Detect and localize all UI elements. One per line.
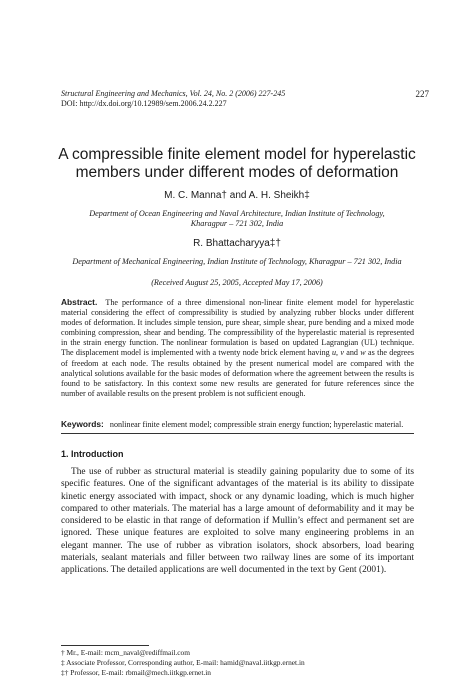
variable-v: v <box>340 348 344 358</box>
affiliation-mechanical-engineering: Department of Mechanical Engineering, Indian Institute of Technology, Kharagpur – 721 302, India <box>72 257 402 266</box>
keywords-text: nonlinear finite element model; compressible strain energy function; hyperelastic material. <box>109 420 404 429</box>
paper-title <box>40 146 434 182</box>
doi-link[interactable]: DOI: http://dx.doi.org/10.12989/sem.2006.24.2.227 <box>61 99 227 108</box>
footnote-item: † Mr., E-mail: mcm_naval@rediffmail.com <box>61 648 190 657</box>
abstract-comma: , <box>336 348 341 358</box>
variable-u: u <box>331 348 337 358</box>
section-heading: 1. Introduction <box>61 449 124 459</box>
authors-primary: M. C. Manna† and A. H. Sheikh‡ <box>164 190 310 201</box>
title-line-1: A compressible finite element model for hyperelastic <box>58 146 416 163</box>
abstract-text-2: as the degrees of freedom at each node. The results obtained by the present numerical model are compared with the analytical solutions available for the basic modes of deformation where the agreement between the results is found to be satisfactory. In this context some new results are generated for future references since the number of available results on the present problem is not sufficient enough. <box>61 348 414 398</box>
received-dates: (Received August 25, 2005, Accepted May 17, 2006) <box>151 278 323 287</box>
title-line-2: members under different modes of deformation <box>75 164 399 181</box>
keywords-line <box>61 419 414 429</box>
variable-w: w <box>360 348 366 358</box>
abstract-block <box>61 297 414 399</box>
keywords-label: Keywords: <box>61 419 104 429</box>
footnotes <box>61 648 305 677</box>
affiliation-line-2: Kharagpur – 721 302, India <box>190 219 284 228</box>
introduction-paragraph: The use of rubber as structural material is steadily gaining popularity due to some of its specific features. One of the significant advantages of the material is its ability to dissipate kinetic energy associated with impact, shock or any dynamic loading, which is much higher compared to other materials. The material has a large amount of deformability and it may be considered to be elastic in that range of deformation if Mullin’s effect and permanent set are ignored. These unique features are exploited to solve many engineering problems in an elegant manner. The use of rubber as vibration isolators, shock absorbers, load bearing materials, sealant materials and filler between two railway lines are some of its important applications. The detailed applications are well documented in the text by Gent (2001). <box>61 467 414 575</box>
footnote-item: ‡ Associate Professor, Corresponding author, E-mail: hamid@naval.iitkgp.ernet.in <box>61 657 305 667</box>
footnote-item: ‡† Professor, E-mail: rbmail@mech.iitkgp.ernet.in <box>61 667 211 677</box>
abstract-label: Abstract. <box>61 297 98 307</box>
section-divider <box>61 433 414 434</box>
footnote-divider <box>61 645 149 646</box>
journal-citation: Structural Engineering and Mechanics, Vol. 24, No. 2 (2006) 227-245 <box>61 89 286 98</box>
abstract-text-1: The performance of a three dimensional non-linear finite element model for hyperelastic material considering the effect of compressibility is studied by analyzing rubber blocks under different modes of deformation. It includes simple tension, pure shear, simple shear, pure bending and a mixed mode combining compression, shear and bending. The compressibility of the hyperelastic material is represented in the strain energy function. The nonlinear formulation is based on updated Lagrangian (UL) technique. The displacement model is implemented with a twenty node brick element having <box>61 298 414 358</box>
authors-secondary: R. Bhattacharyya‡† <box>193 238 281 249</box>
page-number: 227 <box>415 89 429 99</box>
affiliation-line-1: Department of Ocean Engineering and Naval Architecture, Indian Institute of Technology, <box>89 209 385 218</box>
affiliation-ocean-engineering <box>70 209 404 229</box>
abstract-and: and <box>343 348 361 358</box>
